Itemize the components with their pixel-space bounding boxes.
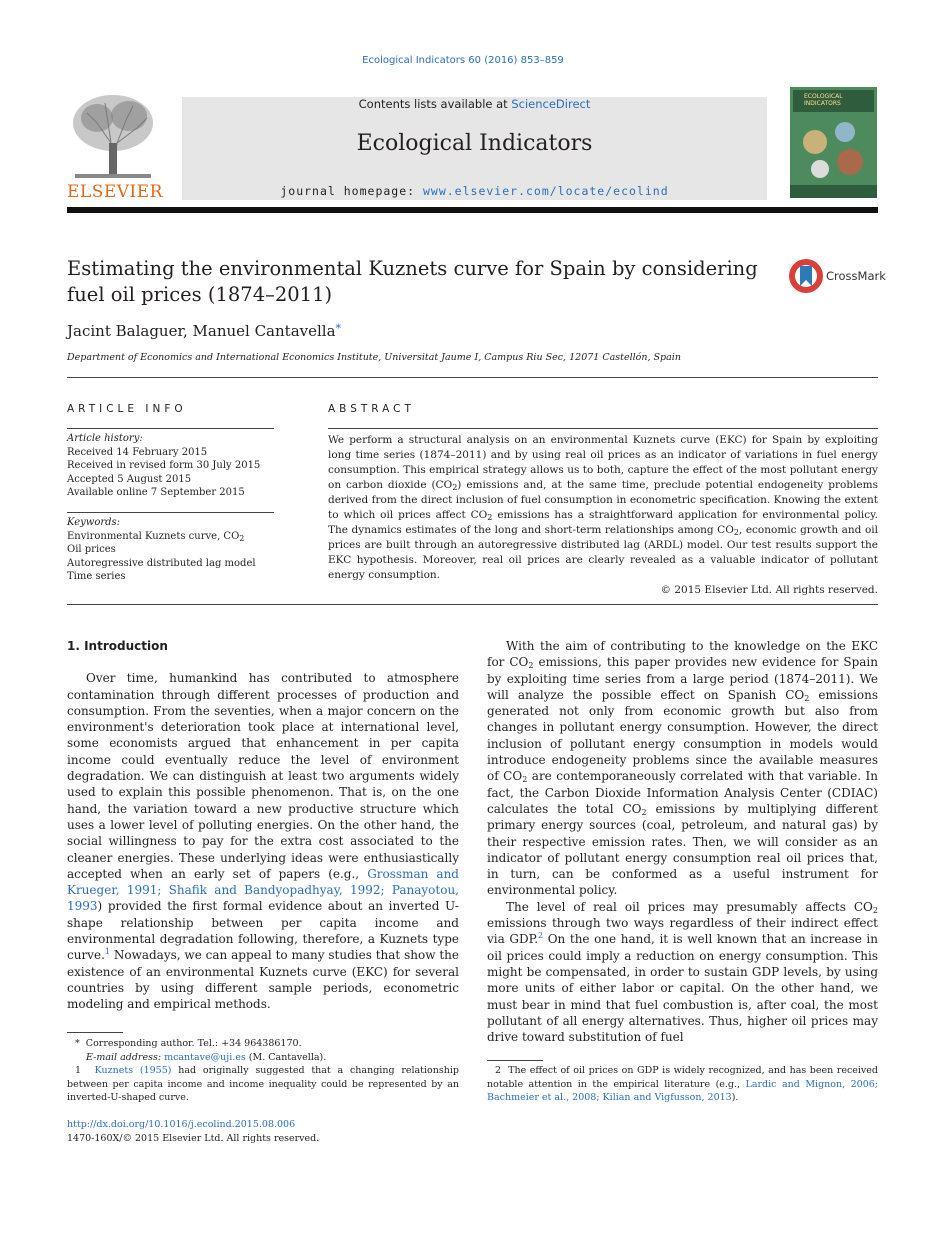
text-run: are contemporaneously correlated with that variable. In fact, the Carbon Dioxide Information Analysis Center (CDIAC) calculates the total CO [487,769,878,816]
author-list [67,322,341,340]
citation-link[interactable]: Lardic and Mignon, 2006; Bachmeier et al., 2008; Kilian and Vigfusson, 2013 [487,1078,878,1103]
body-column-right [487,638,878,1045]
footnote-text: The effect of oil prices on GDP is widely recognized, and has been received notable attention in the empirical literature (e.g., [487,1065,879,1090]
subscript: 2 [804,693,810,703]
text-run: emissions through two ways regardless of their indirect effect via GDP. [487,916,878,947]
homepage-link[interactable]: www.elsevier.com/locate/ecolind [422,184,669,198]
email-note [67,1051,459,1065]
history-label: Article history: [67,433,143,444]
crossmark-label: CrossMark [826,269,886,283]
doi-link[interactable]: http://dx.doi.org/10.1016/j.ecolind.2015.08.006 [67,1119,296,1130]
keyword-item [67,530,274,544]
affiliation: Department of Economics and International Economics Institute, Universitat Jaume I, Campus Riu Sec, 12071 Castellón, Spain [67,352,681,363]
abstract-paragraph [328,433,878,583]
footnote-rule-left [67,1032,123,1033]
keywords-label: Keywords: [67,517,121,528]
keywords [67,516,274,584]
journal-citation-link[interactable]: Ecological Indicators 60 (2016) 853–859 [362,55,564,66]
header-rule [67,207,878,213]
issn-line: 1470-160X/© 2015 Elsevier Ltd. All rights reserved. [67,1133,320,1144]
abstract-text [328,433,878,598]
footnotes-left [67,1037,459,1105]
section-heading-introduction: 1. Introduction [67,639,168,653]
abstract-copyright: © 2015 Elsevier Ltd. All rights reserved. [660,584,878,596]
crossmark-badge[interactable] [788,258,886,294]
history-revised: Received in revised form 30 July 2015 [67,460,261,471]
footnotes-right [487,1064,878,1105]
kuznets-citation-link[interactable]: Kuznets (1955) [94,1065,172,1076]
corresponding-author-note [67,1037,459,1051]
abstract-heading: ABSTRACT [328,403,415,415]
keyword-item: Autoregressive distributed lag model [67,557,256,569]
subscript: 2 [528,661,534,671]
footnote-1 [67,1064,459,1105]
text-run: emissions generated not only from economic growth but also from changes in pollutant energy consumption. However, the direct inclusion of pollutant energy consumption in models would introduce endogeneity problems since the available measures of CO [487,687,878,784]
email-link[interactable]: mcantave@uji.es [164,1051,246,1063]
footnote-mark: 2 [495,1065,502,1076]
title-divider [67,377,878,378]
history-accepted: Accepted 5 August 2015 [67,473,192,485]
text-run: Nowadays, we can appeal to many studies that show the existence of an environmental Kuznets curve (EKC) for several countries by using different sample periods, econometric modeling and empirical methods. [67,948,459,1012]
text-run: ) provided the first formal evidence about an inverted U-shape relationship between per capita income and environmental degradation following, therefore, a Kuznets type curve. [67,899,459,963]
subscript: 2 [872,905,878,915]
sciencedirect-link[interactable]: ScienceDirect [511,97,591,111]
article-info-heading: ARTICLE INFO [67,403,187,415]
cover-title: ECOLOGICAL INDICATORS [804,93,843,107]
article-info-rule [67,428,274,429]
keywords-rule [67,512,274,513]
text-run: On the one hand, it is well known that an increase in oil prices could imply a reduction on energy consumption. This might be compensated, in order to sustain GDP levels, by using more units of either labor or capital. On the other hand, we must bear in mind that fuel combustion is, after coal, the most pollutant of all energy alternatives. Thus, higher oil prices may drive toward substitution of fuel [487,932,878,1045]
keyword-item: Oil prices [67,544,116,555]
footnote-mark: 1 [75,1065,82,1076]
abstract-rule [328,428,878,429]
abstract-part: We perform a structural analysis on an environmental Kuznets curve (EKC) for Spain by exploiting long time series (1874–2011) and by using real oil prices as an indicator of variations in fuel energy consumption. This empirical strategy allows us to both, capture the effect of the most pollutant energy on carbon dioxide (CO [328,434,878,491]
footnote-mark: * [75,1038,80,1049]
crossmark-icon [788,258,824,294]
abstract-part: emissions has a straightforward application for environmental policy. The dynamics estimates of the long and short-term relationships among CO [328,509,878,536]
keyword-ekc: Environmental Kuznets curve, CO [67,530,240,542]
subscript: 2 [239,533,245,543]
footnote-2-link[interactable]: 2 [538,931,544,941]
text-run: emissions, this paper provides new evidence for Spain by exploiting time series from a large period (1874–2011). We will analyze the possible effect on Spanish CO [487,655,878,702]
citation-link[interactable]: Grossman and Krueger, 1991; Shafik and Bandyopadhyay, 1992; Panayotou, 1993 [67,866,459,914]
journal-name: Ecological Indicators [356,131,593,156]
homepage-prefix: journal homepage: [280,184,423,198]
elsevier-logo [67,88,163,202]
homepage-line [182,184,767,198]
footnote-text: had originally suggested that a changing relationship between per capita income and income inequality could be represented by an inverted-U-shaped curve. [67,1065,459,1103]
subscript: 2 [522,775,528,785]
article-history [67,432,274,500]
subscript: 2 [452,483,458,492]
subscript: 2 [641,807,647,817]
footnote-text: (M. Cantavella). [245,1051,327,1063]
abstract-part: ) emissions and, at the same time, preclude potential endogeneity problems derived from the direct inclusion of fuel consumption in econometric specification. Knowing the extent to which oil prices affect CO [328,479,878,521]
email-label: E-mail address: [86,1051,165,1063]
abstract-part: , economic growth and oil prices are built through an autoregressive distributed lag (ARDL) model. Our test results support the EKC hypothesis. Moreover, real oil prices are clearly revealed as a valuable indicator of pollutant energy consumption. [328,524,879,581]
text-run: emissions by multiplying different primary energy sources (coal, petroleum, and natural gas) by their respective emission rates. Then, we will consider as an indicator of pollutant energy consumption real oil prices that, in turn, can be conformed as a useful instrument for environmental policy. [487,801,878,898]
text-run: The level of real oil prices may presumably affects CO [506,899,873,914]
body-paragraph [487,638,878,899]
intro-paragraph [67,670,459,1012]
abstract-divider [67,604,878,605]
text-run: With the aim of contributing to the knowledge on the EKC for CO [487,639,878,670]
journal-cover-image[interactable] [790,87,877,198]
doi-block [67,1118,319,1146]
contents-line [182,97,767,111]
footnote-rule-right [487,1060,543,1061]
keyword-item: Time series [67,571,126,582]
subscript: 2 [733,528,739,537]
footnote-2 [487,1064,878,1105]
body-paragraph [487,899,878,1046]
body-column-left [67,638,459,1013]
article-title: Estimating the environmental Kuznets curve for Spain by considering fuel oil prices (1874–2011) [67,257,758,306]
history-received: Received 14 February 2015 [67,446,208,458]
corresponding-author-mark[interactable]: * [335,322,342,335]
contents-prefix: Contents lists available at [358,97,512,111]
footnote-1-link[interactable]: 1 [104,947,110,957]
footnote-text: Corresponding author. Tel.: +34 964386170. [85,1038,302,1049]
elsevier-wordmark: ELSEVIER [67,182,163,202]
footnote-text: ). [731,1092,739,1103]
subscript: 2 [487,513,493,522]
authors-text: Jacint Balaguer, Manuel Cantavella [67,322,336,340]
history-online: Available online 7 September 2015 [67,487,245,498]
text-run: Over time, humankind has contributed to atmosphere contamination through different processes of production and consumption. From the seventies, when a major concern on the environment's deterioration took place at international level, some economists argued that enhancement in per capita income could eventually reduce the level of environment degradation. We can distinguish at least two arguments widely used to explain this possible phenomenon. That is, on the one hand, the variation toward a new productive structure which uses a lower level of polluting energies. On the other hand, the social willingness to pay for the extra cost associated to the cleaner energies. These underlying ideas were enthusiastically accepted when an early set of papers (e.g., [67,671,459,881]
